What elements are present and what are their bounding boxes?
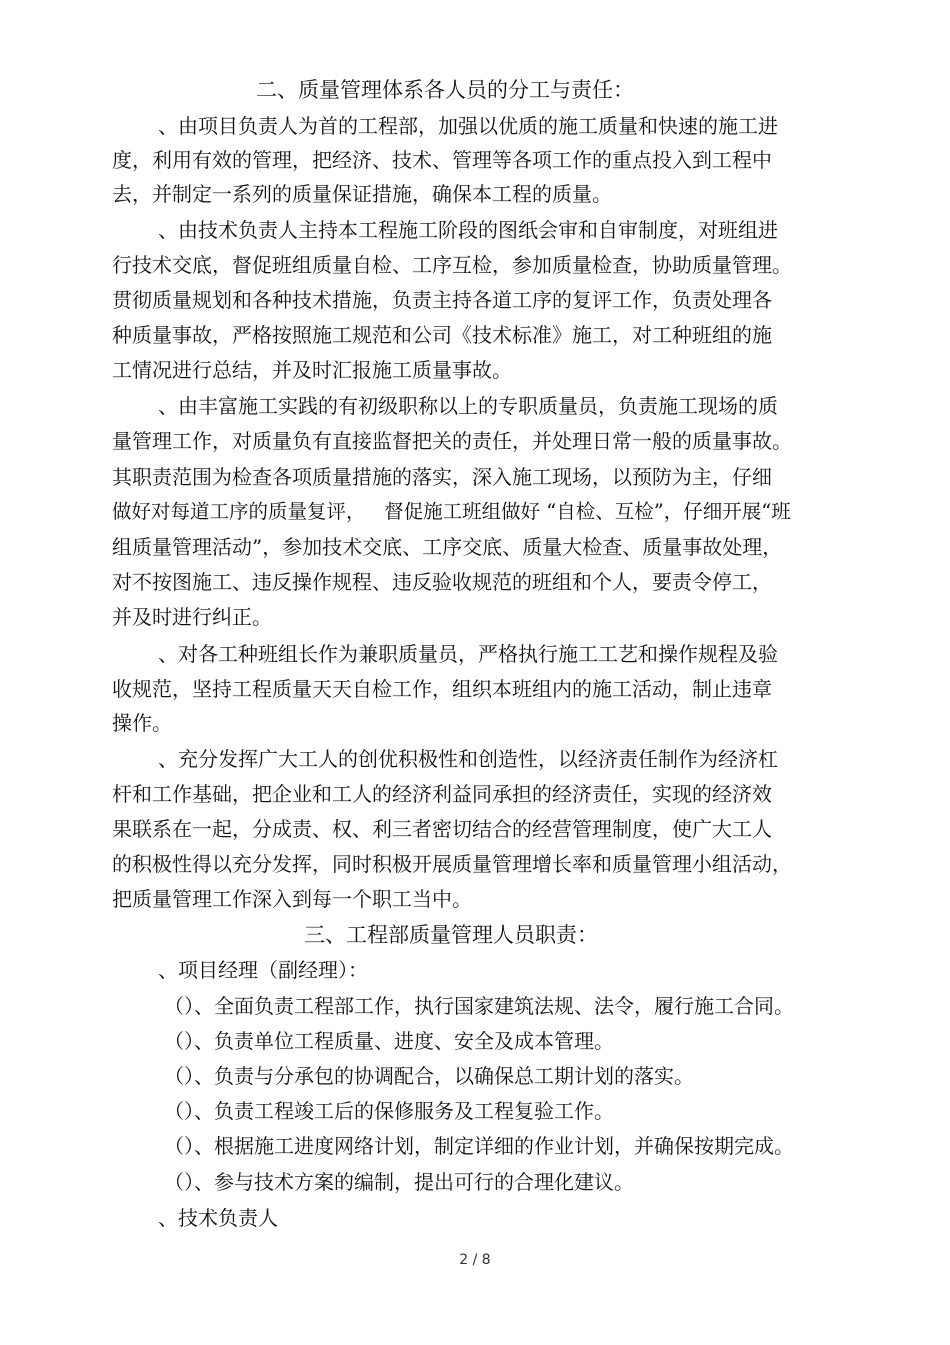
paragraph-line: 工情况进行总结，并及时汇报施工质量事故。	[112, 358, 512, 382]
paragraph-line: 操作。	[112, 711, 172, 735]
paragraph-line: 量管理工作，对质量负有直接监督把关的责任，并处理日常一般的质量事故。	[112, 429, 792, 453]
paragraph-line: 杆和工作基础，把企业和工人的经济利益同承担的经济责任，实现的经济效	[112, 782, 772, 806]
list-item: （）、负责单位工程质量、进度、安全及成本管理。	[164, 1029, 614, 1053]
section-3-subheading-2: 、技术负责人	[158, 1206, 278, 1230]
paragraph-line: 对不按图施工、违反操作规程、违反验收规范的班组和个人，要责令停工，	[112, 570, 772, 594]
section-3-subheading: 、项目经理（副经理）：	[158, 958, 368, 982]
paragraph-line: 做好对每道工序的质量复评， 督促施工班组做好 “自检、互检”，仔细开展“班	[112, 500, 791, 523]
paragraph-line: 贯彻质量规划和各种技术措施，负责主持各道工序的复评工作，负责处理各	[112, 288, 772, 312]
paragraph-line: 的积极性得以充分发挥，同时积极开展质量管理增长率和质量管理小组活动，	[112, 852, 792, 876]
paragraph-line: 组质量管理活动”，参加技术交底、工序交底、质量大检查、质量事故处理，	[112, 535, 783, 559]
section-3-heading: 三、工程部质量管理人员职责：	[304, 923, 598, 947]
list-item: （）、全面负责工程部工作，执行国家建筑法规、法令，履行施工合同。	[164, 994, 794, 1018]
paragraph-line: 其职责范围为检查各项质量措施的落实，深入施工现场，以预防为主，仔细	[112, 465, 772, 489]
paragraph-line: 度，利用有效的管理，把经济、技术、管理等各项工作的重点投入到工程中	[112, 148, 772, 172]
list-item: （）、负责与分承包的协调配合，以确保总工期计划的落实。	[164, 1064, 694, 1088]
paragraph-line: 把质量管理工作深入到每一个职工当中。	[112, 887, 472, 911]
paragraph-line: 果联系在一起，分成责、权、利三者密切结合的经营管理制度，使广大工人	[112, 817, 772, 841]
paragraph-line: 、由项目负责人为首的工程部，加强以优质的施工质量和快速的施工进	[158, 114, 778, 138]
paragraph-line: 行技术交底，督促班组质量自检、工序互检，参加质量检查，协助质量管理。	[112, 253, 792, 277]
paragraph-line: 、对各工种班组长作为兼职质量员，严格执行施工工艺和操作规程及验	[158, 642, 778, 666]
section-2-heading: 二、质量管理体系各人员的分工与责任：	[256, 78, 634, 102]
paragraph-line: 种质量事故，严格按照施工规范和公司《技术标准》施工，对工种班组的施	[112, 323, 772, 347]
list-item: （）、负责工程竣工后的保修服务及工程复验工作。	[164, 1099, 614, 1123]
paragraph-line: 收规范，坚持工程质量天天自检工作，组织本班组内的施工活动，制止违章	[112, 677, 772, 701]
paragraph-line: 、由丰富施工实践的有初级职称以上的专职质量员，负责施工现场的质	[158, 394, 778, 418]
paragraph-line: 去，并制定一系列的质量保证措施，确保本工程的质量。	[112, 182, 612, 206]
list-item: （）、根据施工进度网络计划，制定详细的作业计划，并确保按期完成。	[164, 1134, 794, 1158]
paragraph-line: 、由技术负责人主持本工程施工阶段的图纸会审和自审制度，对班组进	[158, 218, 778, 242]
paragraph-line: 、充分发挥广大工人的创优积极性和创造性，以经济责任制作为经济杠	[158, 747, 778, 771]
list-item: （）、参与技术方案的编制，提出可行的合理化建议。	[164, 1170, 634, 1194]
paragraph-line: 并及时进行纠正。	[112, 605, 272, 629]
page-number: 2 / 8	[459, 1252, 491, 1268]
